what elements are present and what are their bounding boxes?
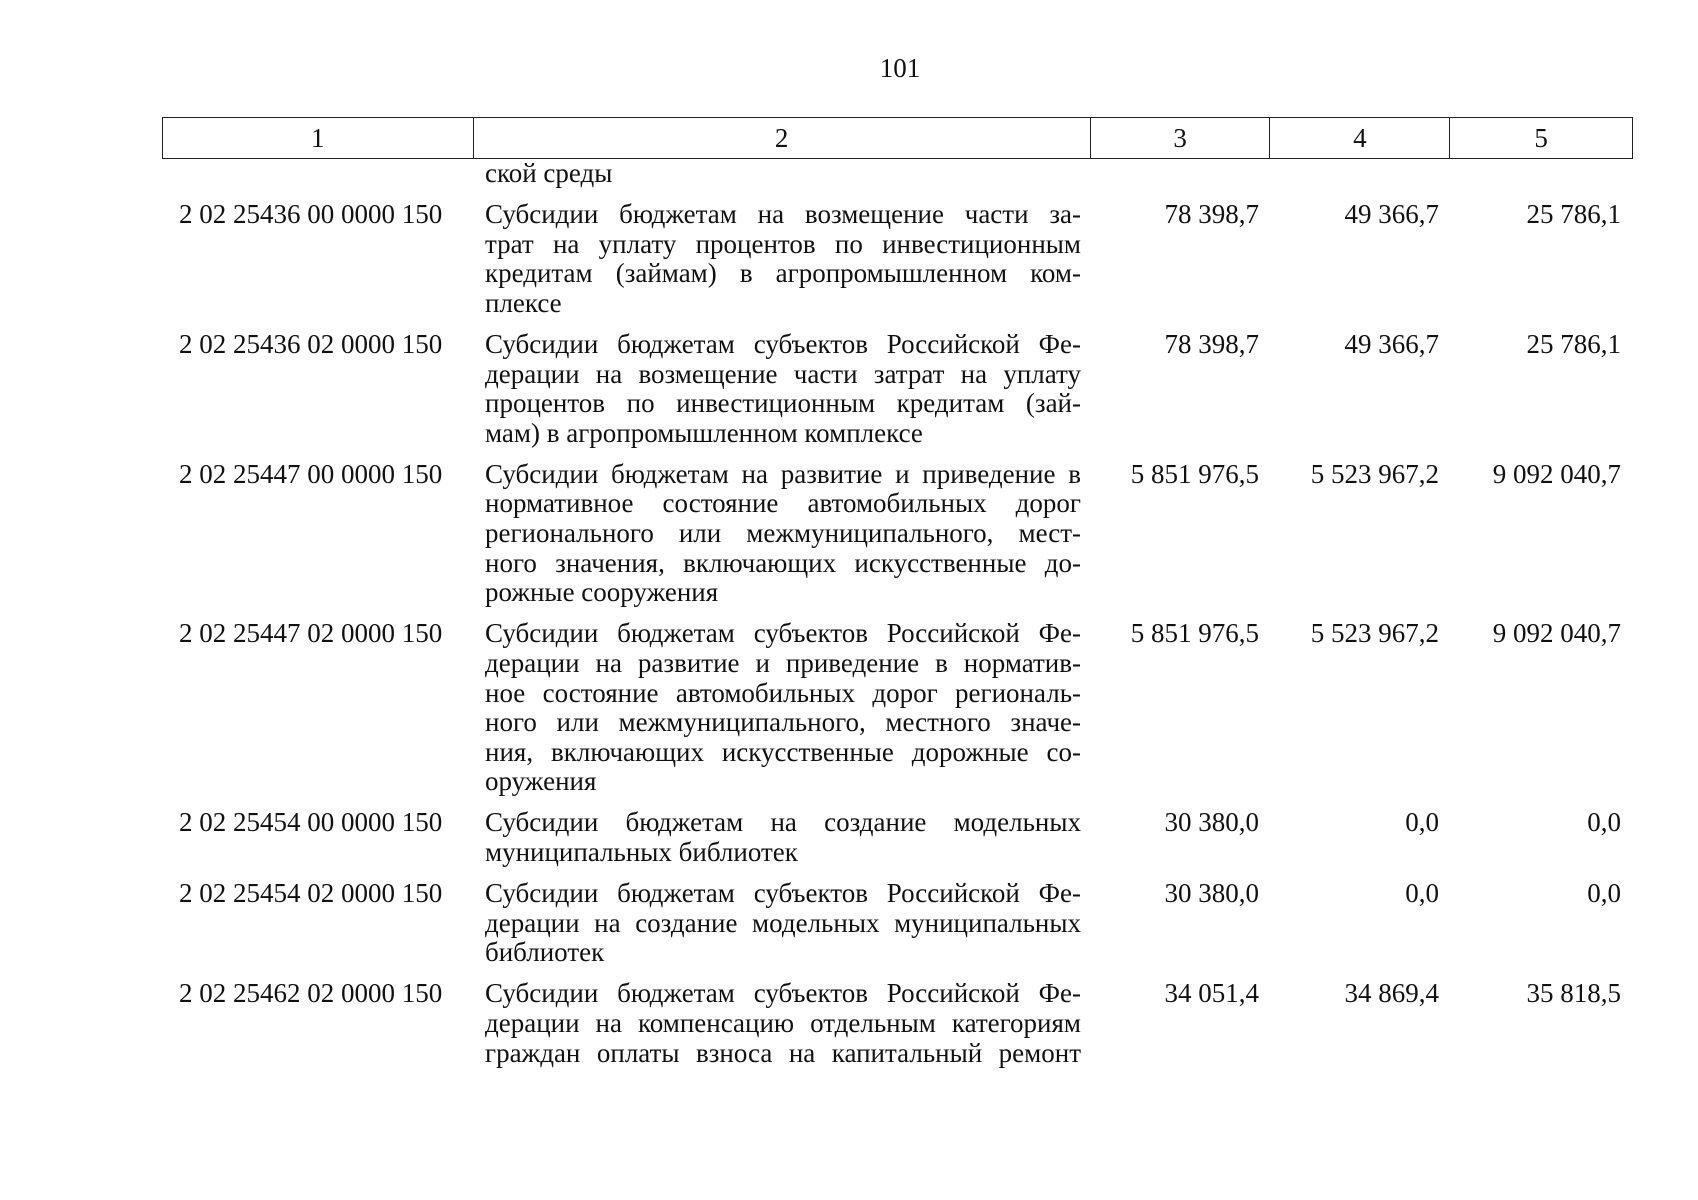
row-code: 2 02 25447 00 0000 150 bbox=[179, 458, 443, 489]
row-col5: 0,0 bbox=[1587, 878, 1621, 909]
description-line: Субсидии бюджетам субъектов Российской Фе- bbox=[485, 878, 1081, 909]
description-line: процентов по инвестиционным кредитам (зай- bbox=[485, 388, 1081, 419]
row-col4 bbox=[1271, 159, 1451, 189]
description-line: рожные сооружения bbox=[485, 577, 719, 608]
row-code: 2 02 25436 00 0000 150 bbox=[179, 199, 443, 230]
row-col5: 9 092 040,7 bbox=[1492, 618, 1621, 649]
description-line: кредитам (займам) в агропромышленном ком- bbox=[485, 258, 1081, 289]
table-row bbox=[162, 979, 1633, 1068]
description-line: Субсидии бюджетам субъектов Российской Фе- bbox=[485, 618, 1081, 649]
description-line: дерации на компенсацию отдельным категориям bbox=[485, 1007, 1081, 1038]
row-description bbox=[473, 200, 1091, 318]
description-line: ного или межмуниципального, местного значе- bbox=[485, 707, 1081, 738]
description-line: Субсидии бюджетам субъектов Российской Фе- bbox=[485, 328, 1081, 359]
row-col5 bbox=[1451, 159, 1633, 189]
row-code: 2 02 25454 00 0000 150 bbox=[179, 807, 443, 838]
table-row bbox=[162, 619, 1633, 797]
description-line: Субсидии бюджетам на возмещение части за- bbox=[485, 199, 1081, 230]
row-col3: 5 851 976,5 bbox=[1130, 618, 1259, 649]
row-col5: 0,0 bbox=[1587, 807, 1621, 838]
table-row bbox=[162, 330, 1633, 448]
row-code bbox=[162, 159, 473, 189]
row-col3: 78 398,7 bbox=[1164, 328, 1259, 359]
description-line: Субсидии бюджетам на создание модельных bbox=[485, 807, 1081, 838]
row-code: 2 02 25462 02 0000 150 bbox=[179, 978, 443, 1009]
description-line: муниципальных библиотек bbox=[485, 836, 798, 867]
row-col3: 5 851 976,5 bbox=[1130, 458, 1259, 489]
row-description bbox=[473, 879, 1091, 968]
row-description bbox=[473, 979, 1091, 1068]
header-cell-2: 2 bbox=[474, 118, 1091, 158]
description-line: ного значения, включающих искусственные до- bbox=[485, 547, 1081, 578]
description-line: регионального или межмуниципального, мест- bbox=[485, 518, 1081, 549]
row-col4: 49 366,7 bbox=[1344, 199, 1439, 230]
table-row bbox=[162, 808, 1633, 867]
row-col3 bbox=[1091, 159, 1271, 189]
description-line: граждан оплаты взноса на капитальный ремонт bbox=[485, 1037, 1081, 1068]
row-code: 2 02 25454 02 0000 150 bbox=[179, 878, 443, 909]
table-row-continuation bbox=[162, 159, 1633, 189]
row-col4: 49 366,7 bbox=[1344, 328, 1439, 359]
description-line: дерации на создание модельных муниципальных bbox=[485, 907, 1081, 938]
row-col4: 5 523 967,2 bbox=[1310, 458, 1439, 489]
table-row bbox=[162, 460, 1633, 608]
description-line: трат на уплату процентов по инвестиционным bbox=[485, 228, 1081, 259]
row-col4: 5 523 967,2 bbox=[1310, 618, 1439, 649]
row-description bbox=[473, 330, 1091, 448]
row-col5: 25 786,1 bbox=[1526, 199, 1621, 230]
row-description bbox=[473, 159, 1091, 189]
table-body bbox=[162, 159, 1633, 1068]
row-col5: 25 786,1 bbox=[1526, 328, 1621, 359]
row-col3: 78 398,7 bbox=[1164, 199, 1259, 230]
row-col4: 0,0 bbox=[1405, 807, 1439, 838]
row-description bbox=[473, 808, 1091, 867]
table-row bbox=[162, 879, 1633, 968]
header-cell-4: 4 bbox=[1270, 118, 1450, 158]
row-col5: 9 092 040,7 bbox=[1492, 458, 1621, 489]
row-col3: 30 380,0 bbox=[1164, 878, 1259, 909]
row-col4: 0,0 bbox=[1405, 878, 1439, 909]
description-line: мам) в агропромышленном комплексе bbox=[485, 417, 923, 448]
row-description bbox=[473, 460, 1091, 608]
row-code: 2 02 25436 02 0000 150 bbox=[179, 328, 443, 359]
description-line: ное состояние автомобильных дорог региональ- bbox=[485, 677, 1081, 708]
row-code: 2 02 25447 02 0000 150 bbox=[179, 618, 443, 649]
header-cell-1: 1 bbox=[163, 118, 474, 158]
description-line: нормативное состояние автомобильных дорог bbox=[485, 488, 1081, 519]
header-cell-3: 3 bbox=[1091, 118, 1271, 158]
description-line: Субсидии бюджетам субъектов Российской Фе- bbox=[485, 978, 1081, 1009]
row-col4: 34 869,4 bbox=[1344, 978, 1439, 1009]
description-line: Субсидии бюджетам на развитие и приведение в bbox=[485, 458, 1081, 489]
page-number: 101 bbox=[879, 53, 921, 83]
row-col3: 34 051,4 bbox=[1164, 978, 1259, 1009]
description-line: оружения bbox=[485, 766, 597, 797]
description-line: библиотек bbox=[485, 937, 605, 968]
row-col3: 30 380,0 bbox=[1164, 807, 1259, 838]
table-header-row bbox=[162, 117, 1633, 159]
row-description bbox=[473, 619, 1091, 797]
header-cell-5: 5 bbox=[1534, 122, 1548, 153]
description-line: плексе bbox=[485, 287, 562, 318]
row-col5: 35 818,5 bbox=[1526, 978, 1621, 1009]
description-line: дерации на развитие и приведение в норматив- bbox=[485, 647, 1081, 678]
table-row bbox=[162, 200, 1633, 318]
description-line: дерации на возмещение части затрат на уплату bbox=[485, 358, 1081, 389]
description-line: ской среды bbox=[485, 158, 613, 188]
description-line: ния, включающих искусственные дорожные со- bbox=[485, 736, 1081, 767]
